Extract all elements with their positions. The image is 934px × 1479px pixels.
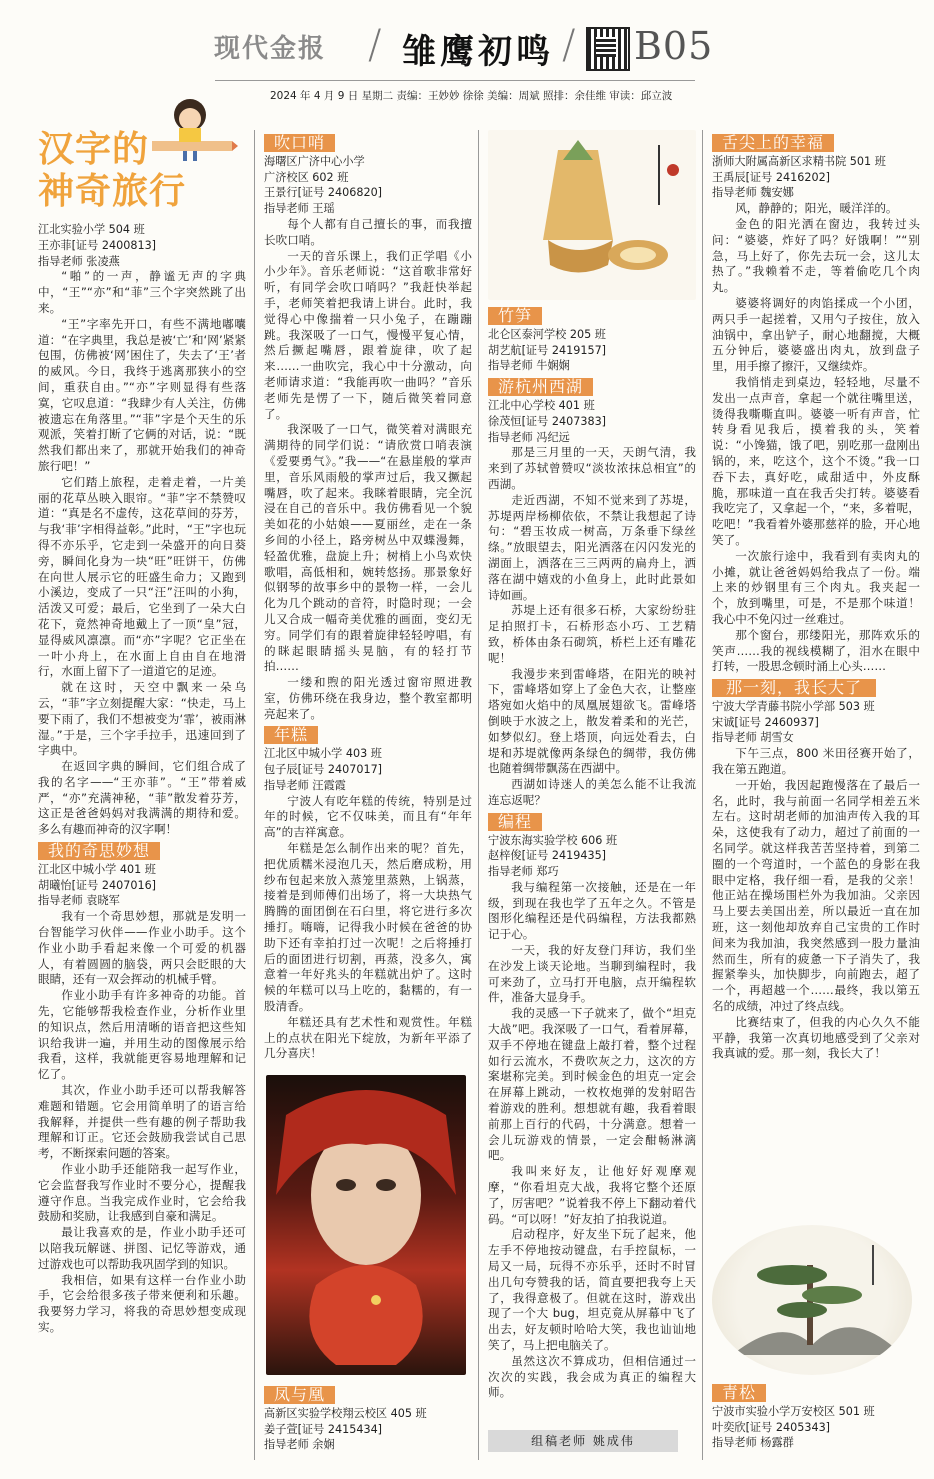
title-line-1: 汉字的 [38,128,150,170]
divider-slash-right: / [562,22,576,68]
teacher: 指导老师 袁晓军 [38,894,120,908]
paragraph: 作业小助手有许多神奇的功能。首先，它能够帮我检查作业，分析作业里的知识点，然后用清晰的语音把这些知识给我讲一遍，并用生动的图像展示给我看，这样，我就能更容易地理解和记忆了。 [38,988,246,1082]
author: 徐茂恒[证号 2407383] [488,414,607,428]
paragraph: 在返回字典的瞬间，它们组合成了我的名字——“王亦菲”。“王”带着威严，“亦”充满神秘，“菲”散发着芬芳，这正是爸爸妈妈对我满满的期待和爱。多么有趣而神奇的汉字啊！ [38,759,246,837]
paragraph: 我的灵感一下子就来了，做个“坦克大战”吧。我深吸了一口气，看着屏幕，双手不停地在键盘上敲打着，整个过程如行云流水，不费吹灰之力，这次的方案堪称完美。到时候金色的坦克一定会在屏幕上跳动，一枚枚炮弹的发射昭告着游戏的胜利。想想就有趣，我看着眼前那上百行的代码，十分满意。想着一会儿玩游戏的情景，一定会酣畅淋漓吧。 [488,1006,696,1163]
section-badge: 舌尖上的幸福 [712,134,834,152]
teacher: 指导老师 汪霞霞 [264,778,346,792]
paragraph: 我与编程第一次接触，还是在一年级，到现在我也学了五年之久。不管是图形化编程还是代码编程，方法我都熟记于心。 [488,879,696,942]
header-rule [215,80,695,81]
paragraph: 苏堤上还有很多石桥，大家纷纷驻足拍照打卡，石桥形态小巧、工艺精致，桥体由条石砌筑，桥栏上还有雕花呢！ [488,603,696,665]
qr-code-icon[interactable] [586,27,630,71]
paragraph: 那个窗台，那缕阳光，那阵欢乐的笑声……我的视线模糊了，泪水在眼中打转，一股思念顿时涌上心头…… [712,627,920,674]
school: 江北区中城小学 403 班 [264,747,382,761]
author: 赵梓俊[证号 2419435] [488,849,607,863]
paragraph: 它们踏上旅程，走着走着，一片美丽的花草丛映入眼帘。“菲”字不禁赞叹道：“真是名不虚传，这花草间的芬芳，与我‘菲’字相得益彰。”此时，“王”字也玩得不亦乐乎，它走到一朵盛开的向日葵旁，瞬间化身为一块“旺”旺饼干，仿佛在向世人展示它的旺盛生命力；又跑到小溪边，变成了一只“汪”汪叫的小狗，活泼又可爱；最后，它坐到了一朵大白花下，竟然神奇地戴上了一顶“皇”冠，显得威风凛凛。而“亦”字呢？它正坐在一叶小舟上，在水面上自由自在地滑行，水面上留下了一道道它的足迹。 [38,474,246,679]
dateline: 2024 年 4 月 9 日 星期二 责编：王妙妙 徐徐 美编：周斌 照排：余佳维 审读：邱立波 [270,90,673,102]
teacher: 指导老师 张凌燕 [38,254,120,268]
paragraph: 金色的阳光洒在窗边，我转过头问：“婆婆，炸好了吗？好饿啊！”“别急，马上好了，你先去玩一会，这儿太热了。”我赖着不走，等着偷吃几个肉丸。 [712,216,920,295]
section-badge: 我的奇思妙想 [38,842,160,860]
article-whistle [264,130,472,1062]
paragraph: 我相信，如果有这样一台作业小助手，它会给很多孩子带来便利和乐趣。我要努力学习，将我的奇思妙想变成现实。 [38,1272,246,1334]
author: 王亦菲[证号 2400813] [38,238,157,252]
bamboo-shoot-artwork-image [488,130,696,300]
paragraph: 一缕和煦的阳光透过窗帘照进教室，仿佛环绕在我身边，整个教室都明亮起来了。 [264,675,472,721]
paragraph: 走近西湖，不知不觉来到了苏堤，苏堤两岸杨柳依依，不禁让我想起了诗句：“碧玉妆成一树高，万条垂下绿丝绦。”放眼望去，阳光洒落在闪闪发光的湖面上，洒落在三三两两的扁舟上，洒落在湖中嬉戏的小鱼身上，此时此景如诗如画。 [488,492,696,602]
paragraph: 一天的音乐课上，我们正学唱《小小少年》。音乐老师说：“这首歌非常好听，有同学会吹口哨吗？”我赶快举起手，老师笑着把我请上讲台。此时，我觉得心中像揣着一只小兔子，在蹦蹦跳。我深吸了一口气，慢慢平复心情，然后撅起嘴唇，跟着旋律，吹了起来……一曲吹完，我心中十分激动，向老师请求道：“我能再吹一曲吗？”音乐老师先是愣了一下，随后微笑着同意了。 [264,248,472,421]
section-badge: 那一刻，我长大了 [712,679,876,697]
article-taste-of-happiness [712,130,920,1062]
author: 王禹辰[证号 2416202] [712,170,831,184]
column-divider [702,130,703,1460]
section-badge: 凤与凰 [264,1386,335,1404]
author: 宋诚[证号 2460937] [712,715,819,729]
paragraph: 最让我喜欢的是，作业小助手还可以陪我玩解谜、拼图、记忆等游戏，通过游戏也可以帮助我巩固学到的知识。 [38,1225,246,1271]
school: 宁波市实验小学万安校区 501 班 [712,1404,875,1418]
section-badge: 游杭州西湖 [488,378,593,396]
school: 高新区实验学校翔云校区 405 班 [264,1406,427,1420]
section-badge: 竹笋 [488,307,542,325]
phoenix-artwork-image [266,1075,466,1375]
paragraph: 每个人都有自己擅长的事，而我擅长吹口哨。 [264,216,472,247]
teacher: 指导老师 余娴 [264,1438,335,1452]
paragraph: 宁波人有吃年糕的传统，特别是过年的时候，它不仅味美，而且有“年年高”的吉祥寓意。 [264,793,472,840]
art-credit-phoenix [264,1382,472,1453]
art-credit-pine [712,1380,920,1451]
section-badge: 年糕 [264,726,318,744]
column-divider [478,130,479,1460]
paragraph: 比赛结束了，但我的内心久久不能平静，我第一次真切地感受到了父亲对我真诚的爱。那一刻，我长大了！ [712,1014,920,1061]
paragraph: 一天，我的好友登门拜访，我们坐在沙发上谈天论地。当聊到编程时，我可来劲了，立马打开电脑，点开编程软件，准备大显身手。 [488,943,696,1005]
teacher: 指导老师 牛娴娴 [488,359,570,373]
teacher: 指导老师 魏安娜 [712,186,794,200]
paragraph: 那是三月里的一天，天朗气清，我来到了苏轼曾赞叹“淡妆浓抹总相宜”的西湖。 [488,445,696,491]
author: 胡艺航[证号 2419157] [488,343,607,357]
author: 叶奕欣[证号 2405343] [712,1420,831,1434]
paragraph: 年糕还具有艺术性和观赏性。年糕上的点状在阳光下绽放，为新年平添了几分喜庆！ [264,1014,472,1061]
article-hanzi-journey [38,222,246,1336]
teacher: 指导老师 冯纪远 [488,430,570,444]
masthead [0,0,934,80]
paragraph: 我漫步来到雷峰塔，在阳光的映衬下，雷峰塔如穿上了金色大衣，让整座塔宛如火焰中的凤凰展翅欲飞。雷峰塔倒映于水波之上，散发着柔和的光芒，如梦似幻。登上塔顶，向远处看去，白堤和苏堤就像两条绿色的绸带，我仿佛也随着绸带飘荡在西湖中。 [488,666,696,776]
paragraph: 启动程序，好友坐下玩了起来，他左手不停地按动键盘，右手控鼠标，一局又一局，玩得不亦乐乎，还时不时冒出几句夸赞我的话，简直要把我夸上天了，我得意极了。但就在这时，游戏出现了一个大 bug，坦克竟从屏幕中飞了出去，好友顿时哈哈大笑，我也讪讪地笑了，马上把电脑关了。 [488,1227,696,1352]
column-divider [254,130,255,1460]
paragraph: 一次旅行途中，我看到有卖肉丸的小摊，就让爸爸妈妈给我点了一份。端上来的炒钢里有三个肉丸。我夹起一个，放到嘴里，可是，不是那个味道！我心中不免闪过一丝难过。 [712,548,920,626]
paragraph: 虽然这次不算成功，但相信通过一次次的实践，我会成为真正的编程大师。 [488,1353,696,1400]
paragraph: 作业小助手还能陪我一起写作业，它会监督我写作业时不要分心，提醒我遵守作息。当我完成作业时，它会给我鼓励和奖励，让我感到自豪和满足。 [38,1162,246,1224]
article-west-lake [488,303,696,1401]
section-badge: 编程 [488,813,542,831]
school: 浙师大附属高新区求精书院 501 班 [712,154,886,168]
section-badge: 吹口哨 [264,134,335,152]
paragraph: 我有一个奇思妙想，那就是发明一台智能学习伙伴——作业小助手。这个作业小助手看起来像一个可爱的机器人，有着圆圆的脑袋，两只会眨眼的大眼睛，还有一双会挥动的机械手臂。 [38,909,246,987]
pine-artwork-image [712,1225,912,1375]
paragraph: 风，静静的；阳光，暖洋洋的。 [735,201,898,216]
school: 北仑区泰河学校 205 班 [488,327,606,341]
divider-slash-left: / [368,22,382,68]
newspaper-brand: 现代金报 [214,34,327,64]
paragraph: “王”字率先开口，有些不满地嘟囔道：“在字典里，我总是被‘亡’和‘网’紧紧包围，仿佛被‘网’困住了，失去了‘王’者的威风。今日，我终于逃离那狭小的空间，重获自由。”“亦”字则显得有些落寞，它叹息道：“我肆少有人关注，仿佛被遗忘在角落里。”“菲”字是个天生的乐观派，笑着打断了它俩的对话，说：“既然我们都出来了，那就开始我们的神奇旅行吧！” [38,316,246,473]
paragraph: 年糕是怎么制作出来的呢？首先，把优质糯米浸泡几天，然后磨成粉，用纱布包起来放入蒸笼里蒸熟，上锅蒸，接着是到师傅们出场了，将一大块热气腾腾的面团倒在石臼里，将它进行多次捶打。嗨嗨，记得我小时候在爸爸的协助下还有幸拍打过一次呢！之后将捶打后的面团进行切割，再蒸，没多久，寓意着一年好兆头的年糕就出炉了。这时候的年糕可以马上吃的，黏糯的，有一股清香。 [264,841,472,1014]
author: 姜子萱[证号 2415434] [264,1422,383,1436]
school: 宁波大学青藤书院小学部 503 班 [712,699,875,713]
teacher: 指导老师 杨露群 [712,1436,794,1450]
paragraph: 一开始，我因起跑慢落在了最后一名，此时，我与前面一名同学相差五米左右。这时胡老师的加油声传入我的耳朵，这使我有了动力，超过了前面的一名同学。就这样我苦苦坚持着，到第二圈的一个弯道时，一个蓝色的身影在我眼中定格，我仔细一看，是我的父亲！他正站在操场围栏外为我加油。父亲因马上要去美国出差，所以最近一直在加班，这一刻他却放弃自己宝贵的工作时间来为我加油，我突然感到一股力量油然而生，所有的疲惫一下子消失了，我握紧拳头，加快脚步，向前跑去，超了一个，再超越一个……最终，我以第五名的成绩，冲过了终点线。 [712,777,920,1014]
school: 江北中心学校 401 班 [488,398,595,412]
teacher: 指导老师 胡雪女 [712,731,794,745]
paragraph: 我叫来好友，让他好好观摩观摩，“你看坦克大战，我将它整个还原了，厉害吧？”说着我不停上下翻动着代码。“可以呀！”好友拍了拍我说道。 [488,1164,696,1226]
section-title: 雏鹰初鸣 [402,32,554,72]
paragraph: 下午三点，800 米田径赛开始了，我在第五跑道。 [712,746,920,777]
school: 宁波东海实验学校 606 班 [488,833,618,847]
paragraph: 其次，作业小助手还可以帮我解答难题和错题。它会用简单明了的语言给我解释，并提供一些有趣的例子帮助我理解和订正。它还会鼓励我尝试自己思考，不断探索问题的答案。 [38,1083,246,1161]
main-article-title [38,128,186,212]
author: 包子辰[证号 2407017] [264,763,383,777]
paragraph: 我深吸了一口气，微笑着对满眼充满期待的同学们说：“请欣赏口哨表演《爱要勇气》。”我——“在悬崖般的掌声里，音乐风雨般的掌声过后，我又撅起嘴唇，吹了起来。我眯着眼睛，完全沉浸在自己的音乐中。我仿佛看见一个貌美如花的小姑娘——夏丽丝，走在一条乡间的小径上，路旁树丛中双蝶漫舞，轻盈优雅，盘旋上升；树梢上小鸟欢快歌唱，高低相和，婉转悠扬。那景象好似钢琴的故事乡中的景物一样，一会儿化为几个跳动的音符，时隐时现；一会儿又合成一幅奇美优雅的画面，变幻无穷。同学们有的跟着旋律轻轻哼唱，有的眯起眼睛摇头晃脑，有的轻打节拍…… [264,422,472,674]
page-number: B05 [634,24,714,68]
teacher: 指导老师 郑巧 [488,865,559,879]
school: 江北实验小学 504 班 [38,223,145,236]
paragraph: 我悄悄走到桌边，轻轻地，尽量不发出一点声音，拿起一个就往嘴里送，烫得我嘶嘶直叫。婆婆一听有声音，忙转身看见我后，摸着我的头，笑着说：“小馋猫，饿了吧，别吃那一盘刚出锅的，来，吃这个，这个不烫。”我一口吞下去，真好吃，咸甜适中，外皮酥脆，那味道一直在我舌尖打转。婆婆看我吃完了，又拿起一个，“来，多着呢，吃吧！”我看着外婆那慈祥的脸，开心地笑了。 [712,374,920,547]
paragraph: 就在这时，天空中飘来一朵乌云，“菲”字立刻提醒大家：“快走，马上要下雨了，我们不想被变为‘霏’，被雨淋湿。”于是，三个字手拉手，迅速回到了字典中。 [38,680,246,758]
paragraph: “啪”的一声，静谧无声的字典中，“王”“亦”和“菲”三个字突然跳了出来。 [38,269,246,315]
school-branch: 广济校区 602 班 [264,170,349,184]
author: 胡曦怡[证号 2407016] [38,878,157,892]
school: 江北区中城小学 401 班 [38,862,156,876]
school: 海曙区广济中心小学 [264,154,365,168]
author: 王景行[证号 2406820] [264,186,383,200]
paragraph: 西湖如诗迷人的美怎么能不让我流连忘返呢？ [488,777,696,807]
teacher: 指导老师 王瑶 [264,202,335,216]
title-line-2: 神奇旅行 [38,170,187,212]
section-badge: 青松 [712,1384,766,1402]
paragraph: 婆婆将调好的肉馅揉成一个小团，两只手一起搓着，又用勺子按住，放入油锅中，拿出铲子，耐心地翻搅，大概五分钟后，婆婆盛出肉丸，放到盘子里，用手擦了擦汗，又继续炸。 [712,295,920,374]
editor-note: 组稿老师 姚成伟 [488,1430,678,1452]
